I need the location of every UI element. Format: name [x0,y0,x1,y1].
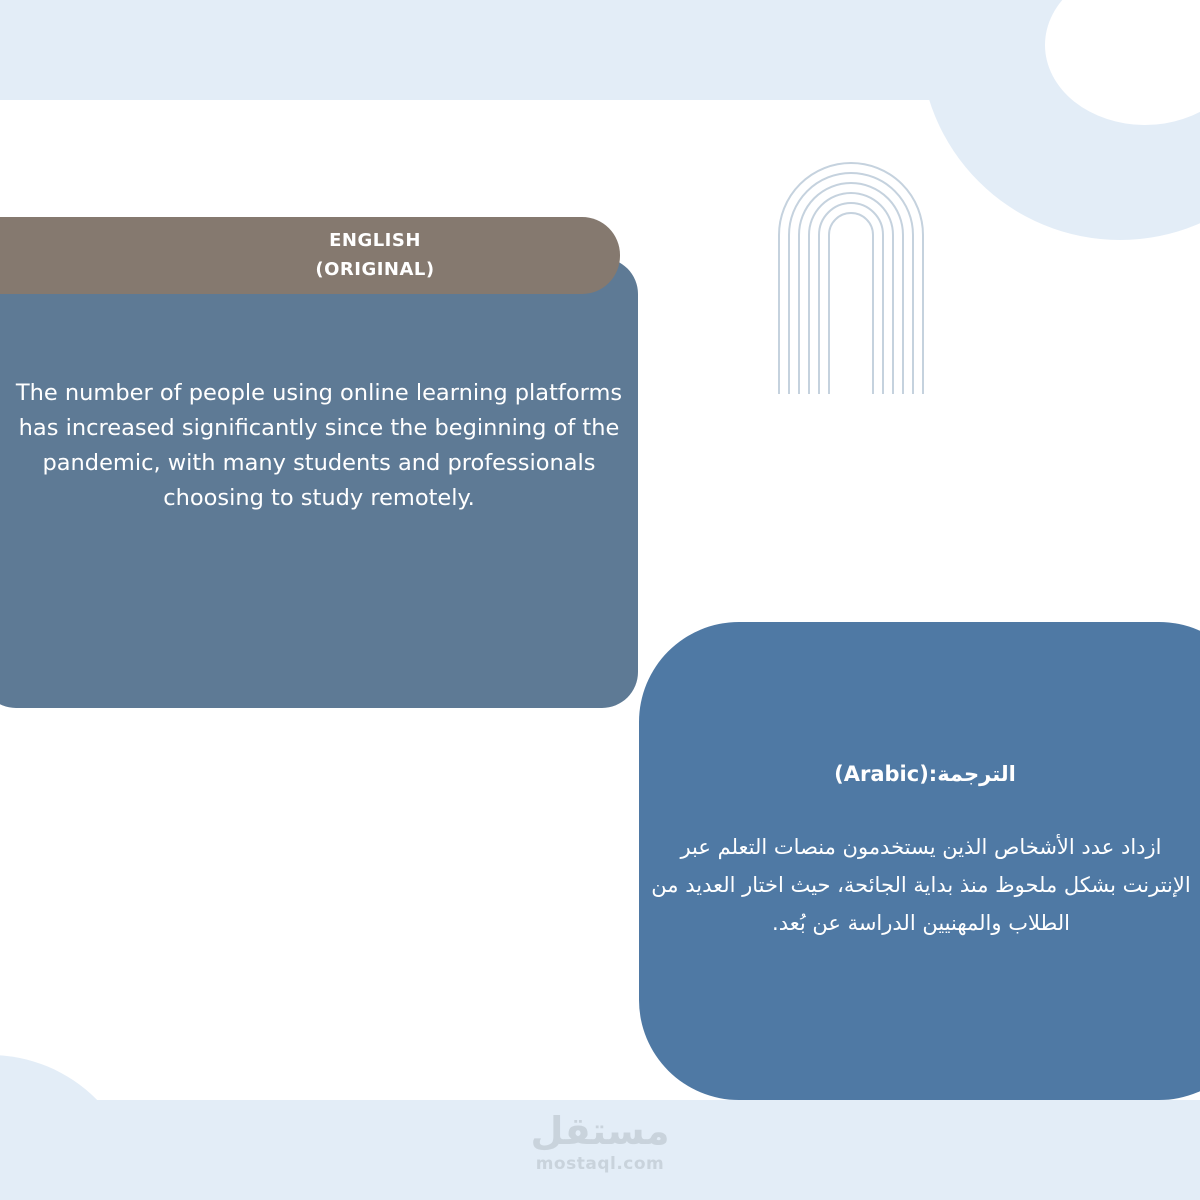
header-label-line2: (ORIGINAL) [315,259,435,280]
watermark-logo: مستقل [530,1109,670,1153]
english-original-text: The number of people using online learning platforms has increased significantly since the beginning of the pandemic, with many students and professionals choosing to study remotely. [15,380,623,511]
header-label-line1: ENGLISH [329,230,421,251]
watermark-url: mostaql.com [535,1154,665,1174]
arabic-translation-text: ازداد عدد الأشخاص الذين يستخدمون منصات التعلم عبر الإنترنت بشكل ملحوظ منذ بداية الجائحة، حيث اختار العديد من الطلاب والمهنيين الدراسة عن بُعد. [651,835,1191,935]
bottom-left-decor-circle [0,1055,140,1200]
nested-arches-icon [776,160,926,395]
english-header-label [300,226,450,284]
watermark [500,1108,700,1174]
arabic-heading: الترجمة:(Arabic) [834,762,1016,786]
